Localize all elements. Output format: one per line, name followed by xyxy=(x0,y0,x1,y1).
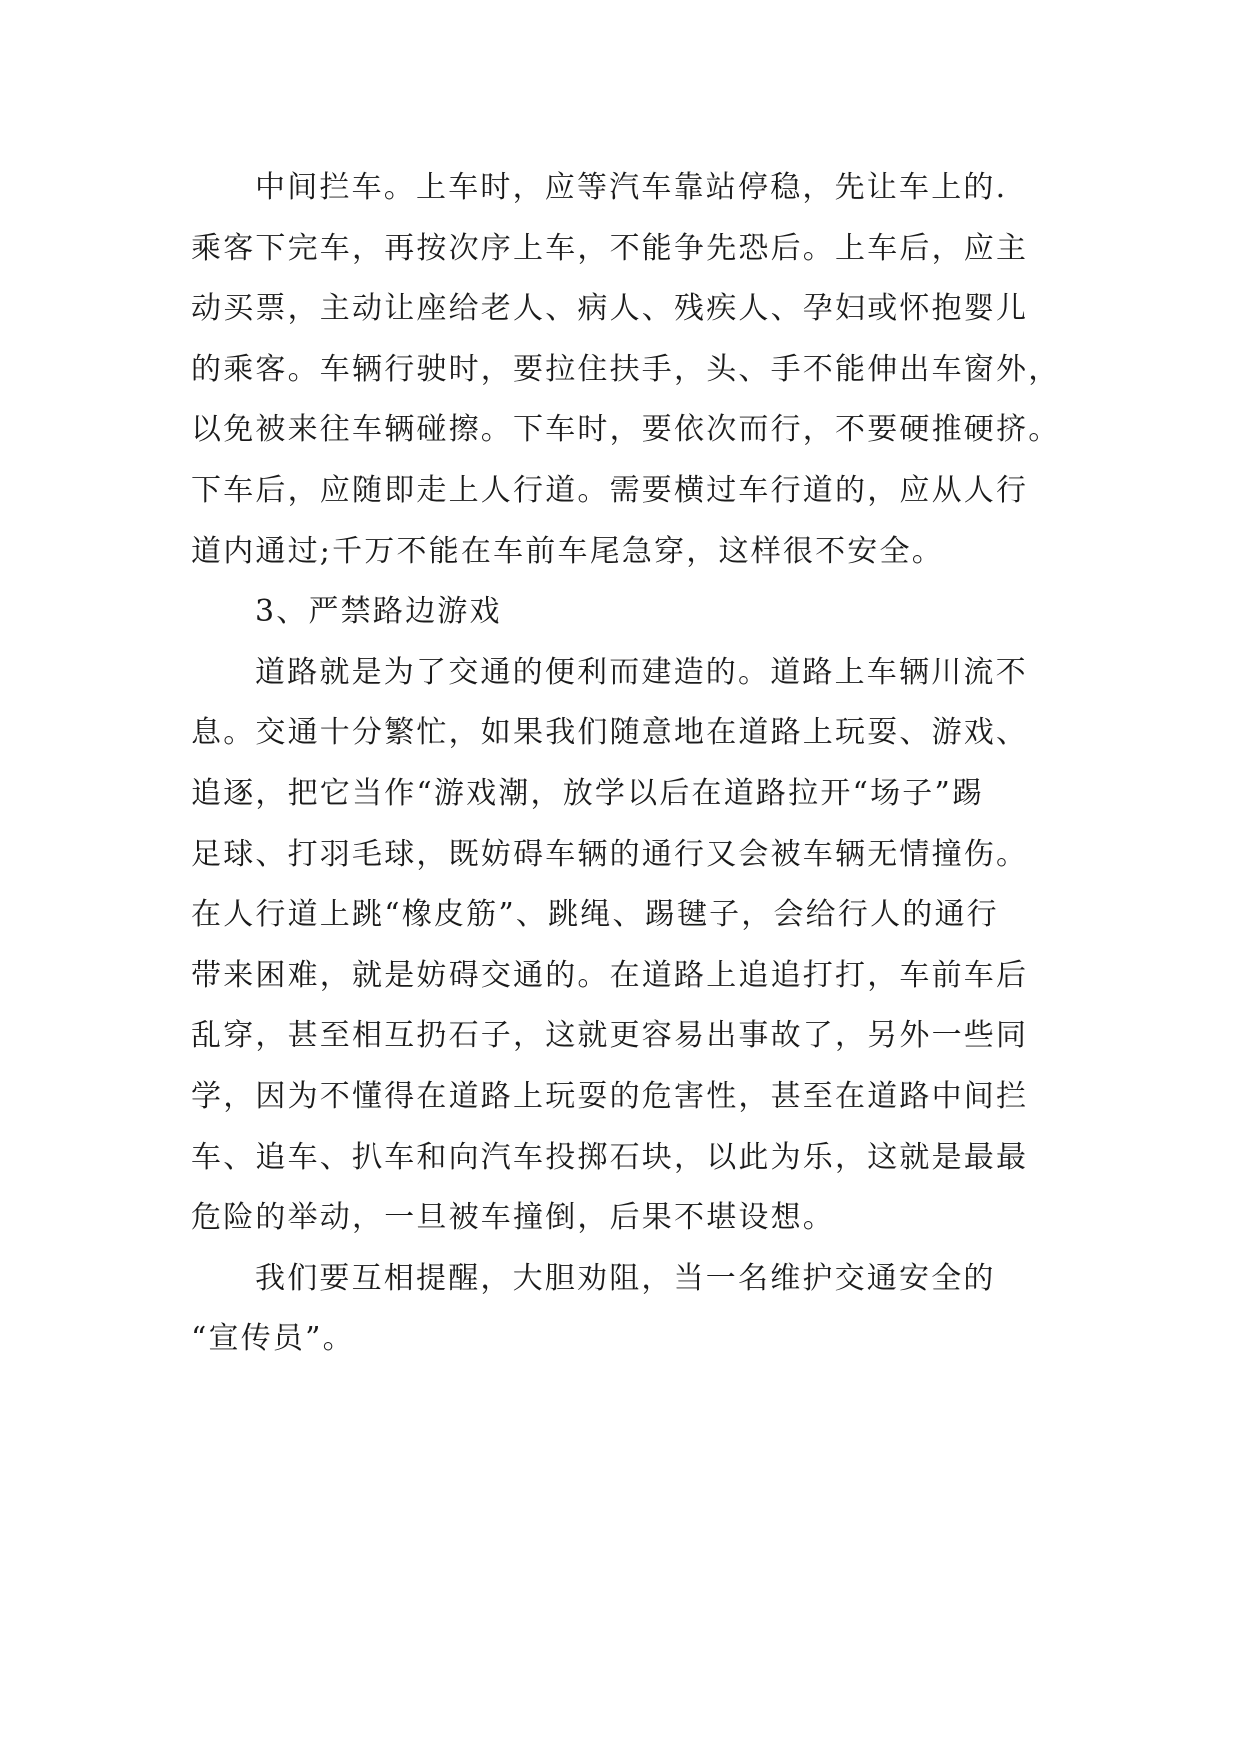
text-line: 道内通过;千万不能在车前车尾急穿，这样很不安全。 xyxy=(191,533,944,569)
section-heading: 3、严禁路边游戏 xyxy=(255,594,502,630)
text-line: 以免被来往车辆碰擦。下车时，要依次而行，不要硬推硬挤。 xyxy=(191,412,1061,448)
text-line: 下车后，应随即走上人行道。需要横过车行道的，应从人行 xyxy=(191,472,1029,508)
text-line: 我们要互相提醒，大胆劝阻，当一名维护交通安全的 xyxy=(255,1260,996,1296)
text-line: “宣传员”。 xyxy=(191,1321,355,1357)
text-line: 乱穿，甚至相互扔石子，这就更容易出事故了，另外一些同 xyxy=(191,1018,1029,1054)
text-line: 中间拦车。上车时，应等汽车靠站停稳，先让车上的. xyxy=(255,170,1008,205)
text-line: 乘客下完车，再按次序上车，不能争先恐后。上车后，应主 xyxy=(191,230,1029,266)
text-line: 的乘客。车辆行驶时，要拉住扶手，头、手不能伸出车窗外， xyxy=(191,351,1061,387)
text-line: 学，因为不懂得在道路上玩耍的危害性，甚至在道路中间拦 xyxy=(191,1078,1029,1114)
text-line: 足球、打羽毛球，既妨碍车辆的通行又会被车辆无情撞伤。 xyxy=(191,836,1029,872)
text-line: 带来困难，就是妨碍交通的。在道路上追追打打，车前车后 xyxy=(191,957,1029,993)
text-line: 追逐，把它当作“游戏潮，放学以后在道路拉开“场子”踢 xyxy=(191,775,985,811)
text-line: 危险的举动，一旦被车撞倒，后果不堪设想。 xyxy=(191,1200,835,1236)
document-body xyxy=(191,158,1061,1370)
text-line: 在人行道上跳“橡皮筋”、跳绳、踢毽子，会给行人的通行 xyxy=(191,897,999,933)
text-line: 动买票，主动让座给老人、病人、残疾人、孕妇或怀抱婴儿 xyxy=(191,291,1029,327)
text-line: 车、追车、扒车和向汽车投掷石块，以此为乐，这就是最最 xyxy=(191,1139,1029,1175)
text-line: 息。交通十分繁忙，如果我们随意地在道路上玩耍、游戏、 xyxy=(191,715,1029,751)
text-line: 道路就是为了交通的便利而建造的。道路上车辆川流不 xyxy=(255,654,1028,690)
